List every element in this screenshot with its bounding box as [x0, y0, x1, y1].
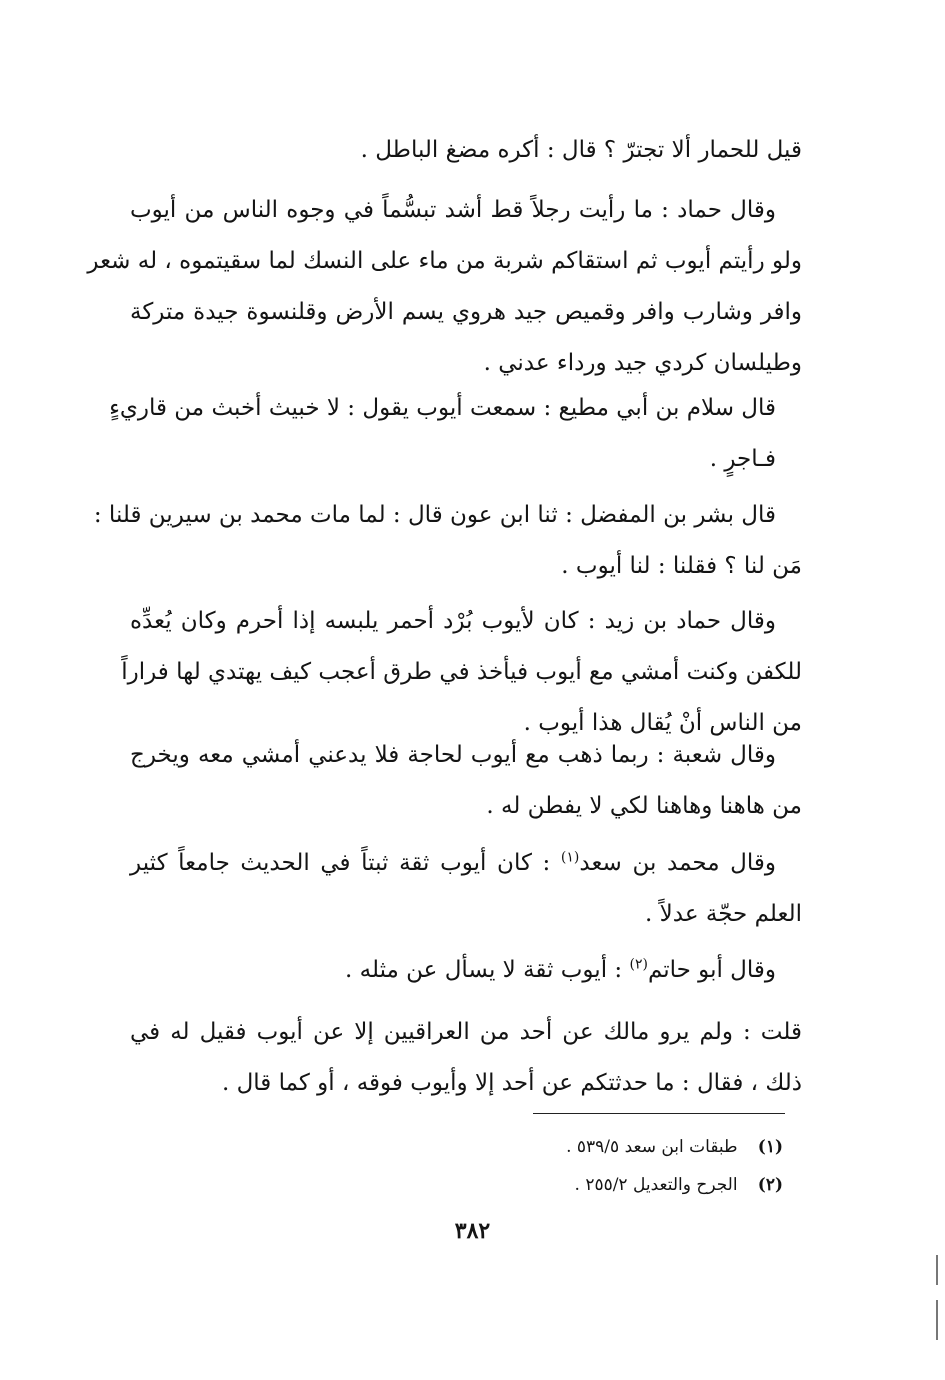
text-span: : أيوب ثقة لا يسأل عن مثله . [345, 957, 630, 983]
paragraph-6 [130, 730, 802, 832]
text-line: قيل للحمار ألا تجترّ ؟ قال : أكره مضغ الباطل . [360, 137, 802, 163]
text-line: مَن لنا ؟ فقلنا : لنا أيوب . [561, 553, 802, 579]
paragraph-1 [130, 125, 802, 176]
text-line: العلم حجّة عدلاً . [645, 901, 802, 927]
text-line: للكفن وكنت أمشي مع أيوب فيأخذ في طرق أعجب كيف يهتدي لها فراراً [121, 659, 802, 685]
text-line: ذلك ، فقال : ما حدثتكم عن أحد إلا وأيوب فوقه ، أو كما قال . [221, 1070, 802, 1096]
footnote-ref-1: (١) [560, 849, 580, 866]
text-line: وقال حماد : ما رأيت رجلاً قط أشد تبسُّماً في وجوه الناس من أيوب [130, 197, 776, 223]
paragraph-5 [121, 596, 802, 749]
text-line: ولو رأيتم أيوب ثم استقاكم شربة من ماء على النسك لما سقيتموه ، له شعر [87, 248, 802, 274]
text-line: فـاجرٍ . [709, 446, 776, 472]
footnote-divider [533, 1113, 785, 1114]
text-line: وقال شعبة : ربما ذهب مع أيوب لحاجة فلا يدعني أمشي معه ويخرج [130, 742, 776, 768]
text-line: من هاهنا وهاهنا لكي لا يفطن له . [486, 793, 802, 819]
text-line: وقال حماد بن زيد : كان لأيوب بُرْد أحمر يلبسه إذا أحرم وكان يُعدِّه [130, 608, 776, 634]
paragraph-4 [93, 490, 802, 592]
paragraph-3 [109, 383, 802, 485]
footnote-ref-2: (٢) [629, 956, 648, 973]
footnote-2 [483, 1166, 783, 1204]
text-line: وافر وشارب وافر وقميص جيد هروي يسم الأرض وقلنسوة جيدة متركة [130, 299, 802, 325]
text-span: وقال محمد بن سعد [579, 850, 776, 876]
paragraph-8 [130, 945, 802, 996]
text-line: قال سلام بن أبي مطيع : سمعت أيوب يقول : لا خبيث أخبث من قاريءٍ [109, 395, 776, 421]
text-line: وطيلسان كردي جيد ورداء عدني . [483, 350, 802, 376]
footnote-1 [483, 1128, 783, 1166]
scan-edge-mark [936, 1255, 938, 1285]
scan-edge-mark [936, 1300, 938, 1340]
footnote-text: الجرح والتعديل ٢٥٥/٢ . [574, 1175, 738, 1195]
text-line: قلت : ولم يرو مالك عن أحد من العراقيين إلا عن أيوب فقيل له في [130, 1019, 802, 1045]
paragraph-9 [130, 1007, 802, 1109]
text-span: : كان أيوب ثقة ثبتاً في الحديث جامعاً كثير [130, 850, 561, 876]
footnote-text: طبقات ابن سعد ٥٣٩/٥ . [566, 1137, 738, 1157]
text-line: قال بشر بن المفضل : ثنا ابن عون قال : لما مات محمد بن سيرين قلنا : [93, 502, 776, 528]
text-line: من الناس أنْ يُقال هذا أيوب . [523, 710, 802, 736]
page-number: ٣٨٢ [454, 1218, 491, 1244]
text-line [130, 945, 802, 996]
text-line [130, 838, 802, 889]
text-span: وقال أبو حاتم [647, 957, 776, 983]
footnote-number: (٢) [757, 1175, 783, 1195]
paragraph-7 [130, 838, 802, 940]
paragraph-2 [87, 185, 802, 389]
footnotes [483, 1128, 783, 1204]
footnote-number: (١) [757, 1137, 783, 1157]
